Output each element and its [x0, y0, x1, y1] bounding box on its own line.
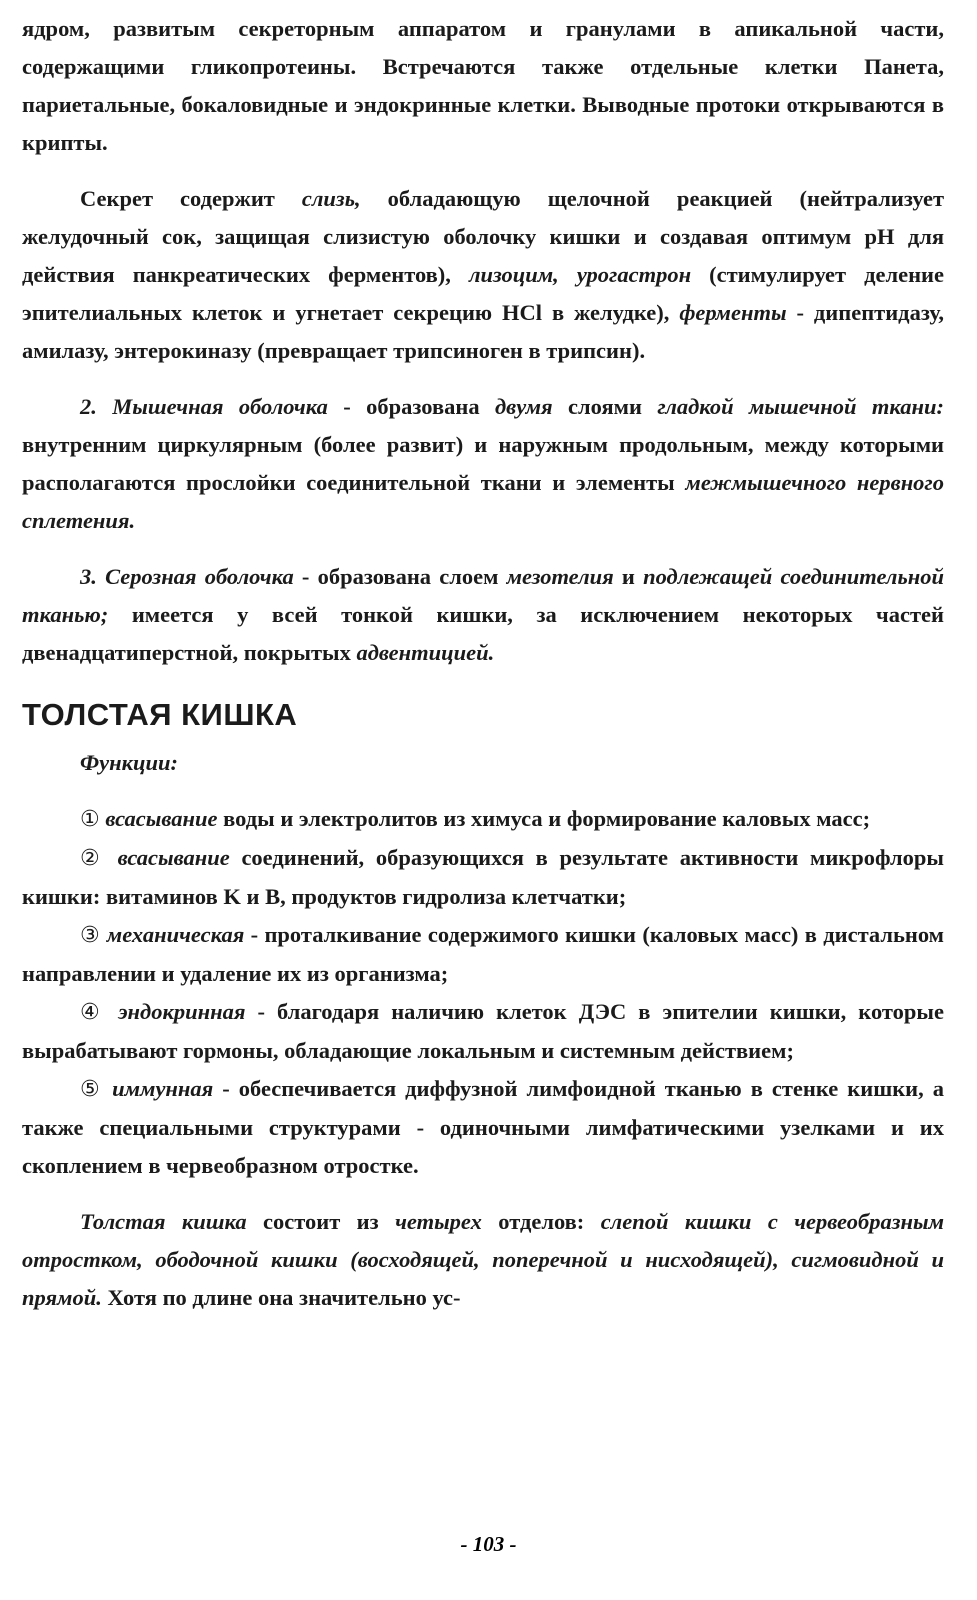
text-run: - образована слоем	[293, 564, 507, 589]
number-icon: ⑤	[80, 1077, 104, 1102]
number-icon: ④	[80, 1000, 107, 1025]
functions-list	[22, 800, 944, 1185]
section-muscular-title: 2. Мышечная оболочка	[80, 394, 328, 419]
list-item	[22, 916, 944, 993]
term: Толстая кишка	[80, 1209, 247, 1234]
number-icon: ②	[80, 846, 106, 871]
item-term: всасывание	[117, 845, 230, 870]
term: слепой кишки с червеобразным отростком, ободочной кишки (восходящей, поперечной и нисходящей), сигмовидной и прямой.	[22, 1209, 944, 1310]
item-text: воды и электролитов из химуса и формирование каловых масс;	[217, 806, 871, 831]
item-text: соединений, образующихся в результате активности микрофлоры кишки: витаминов K и B, продуктов гидролиза клетчатки;	[22, 845, 944, 909]
item-term: иммунная	[112, 1076, 214, 1101]
text-run: и	[613, 564, 644, 589]
list-item	[22, 993, 944, 1070]
text-run: Хотя по длине она значительно ус-	[101, 1285, 461, 1310]
item-text: - проталкивание содержимого кишки (каловых масс) в дистальном направлении и удаление их из организма;	[22, 922, 944, 986]
term: подлежащей соединительной тканью;	[22, 564, 944, 627]
section-serous-title: 3. Серозная оболочка	[80, 564, 294, 589]
text-run: обладающую щелочной реакцией (нейтрализует желудочный сок, защищая слизистую оболочку кишки и создавая оптимум pH для действия панкреатических ферментов),	[22, 186, 944, 287]
text-run: отделов:	[481, 1209, 601, 1234]
text-run: - образована	[327, 394, 495, 419]
list-item	[22, 839, 944, 916]
text-run: (стимулирует деление эпителиальных клеток и угнетает секрецию HCl в желудке),	[22, 262, 944, 325]
item-text: - обеспечивается диффузной лимфоидной тканью в стенке кишки, а также специальными структурами - одиночными лимфатическими узелками и их скоплением в червеобразном отростке.	[22, 1076, 944, 1178]
list-item	[22, 800, 944, 839]
functions-label-text: Функции:	[80, 750, 179, 775]
term-lysozyme: лизоцим, урогастрон	[468, 262, 692, 287]
paragraph-serous-layer	[22, 558, 944, 672]
text-run: слоями	[552, 394, 658, 419]
term: адвентицией.	[356, 640, 495, 665]
paragraph-large-intestine	[22, 1203, 944, 1317]
text-run: имеется у всей тонкой кишки, за исключением некоторых частей двенадцатиперстной, покрытых	[22, 602, 944, 665]
list-item	[22, 1070, 944, 1185]
text-run: состоит из	[246, 1209, 396, 1234]
term: мезотелия	[506, 564, 614, 589]
text-run: - дипептидазу, амилазу, энтерокиназу (превращает трипсиноген в трипсин).	[22, 300, 945, 363]
page-number: - 103 -	[460, 1532, 517, 1556]
page-body	[22, 10, 944, 1317]
item-text: - благодаря наличию клеток ДЭС в эпителии кишки, которые вырабатывают гормоны, обладающие локальным и системным действием;	[22, 999, 944, 1063]
term: межмышечного нервного сплетения.	[22, 470, 944, 533]
item-term: механическая	[106, 922, 245, 947]
number-icon: ③	[80, 923, 101, 948]
item-term: всасывание	[105, 806, 218, 831]
paragraph-continuation: ядром, развитым секреторным аппаратом и гранулами в апикальной части, содержащими гликопротеины. Встречаются также отдельные клетки Панета, париетальные, бокаловидные и эндокринные клетки. Выводные протоки открываются в крипты.	[22, 16, 944, 155]
paragraph-secretion	[22, 180, 944, 370]
number-icon: ①	[80, 807, 100, 832]
term: четырех	[395, 1209, 482, 1234]
functions-label	[22, 744, 944, 782]
term: гладкой мышечной ткани:	[657, 394, 944, 419]
term-mucus: слизь,	[301, 186, 361, 211]
section-heading: ТОЛСТАЯ КИШКА	[22, 697, 298, 732]
text-run: Секрет содержит	[80, 186, 302, 211]
term: двумя	[494, 394, 553, 419]
term-enzymes: ферменты	[679, 300, 787, 325]
item-term: эндокринная	[118, 999, 246, 1024]
paragraph-muscular-layer	[22, 388, 944, 540]
text-run: внутренним циркулярным (более развит) и наружным продольным, между которыми располагаются прослойки соединительной ткани и элементы	[22, 432, 944, 495]
